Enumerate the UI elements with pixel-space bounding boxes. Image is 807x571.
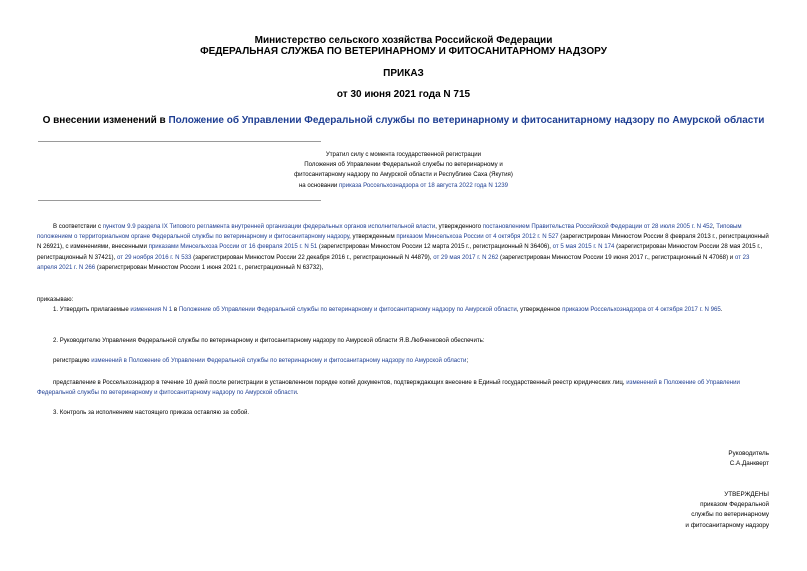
title-link[interactable]: Положение об Управлении Федеральной службы по ветеринарному и фитосанитарному надзору по Амурской области bbox=[168, 115, 765, 126]
item-text: 1. Утвердить прилагаемые bbox=[53, 306, 131, 313]
preamble-text: В соответствии с bbox=[53, 223, 103, 230]
changes-submission-link[interactable]: изменений в Положение об Управлении Федеральной службы по ветеринарному и фитосанитарному надзору по Амурской области bbox=[37, 379, 740, 397]
approved-block bbox=[685, 490, 769, 531]
preamble-text: , утвержденного bbox=[435, 223, 483, 230]
approved-line-3: службы по ветеринарному bbox=[691, 511, 769, 519]
signature-role: Руководитель bbox=[728, 450, 769, 457]
document-title bbox=[0, 115, 807, 126]
signature-name: С.А.Данкверт bbox=[729, 460, 769, 468]
changes-registration-link[interactable]: изменений в Положение об Управлении Федеральной службы по ветеринарному и фитосанитарному надзору по Амурской области bbox=[91, 357, 467, 364]
item-1 bbox=[37, 305, 770, 315]
rosselkhoznadzor-order-link[interactable]: приказом Россельхознадзора от 4 октября 2017 г. N 965 bbox=[562, 306, 721, 313]
divider-top bbox=[38, 141, 321, 142]
approved-line-4: и фитосанитарному надзору bbox=[685, 521, 769, 529]
preamble-text: (зарегистрирован Минюстом России 22 декабря 2016 г., регистрационный N 44879), bbox=[191, 253, 434, 261]
ministry-title: Министерство сельского хозяйства Российской Федерации bbox=[254, 35, 553, 46]
item-text: . bbox=[296, 389, 299, 397]
item-text: регистрацию bbox=[53, 357, 92, 364]
item-2: 2. Руководителю Управления Федеральной службы по ветеринарному и фитосанитарному надзору по Амурской области Я.В.Любченковой обеспечить: bbox=[53, 337, 485, 344]
order-word: приказываю: bbox=[37, 296, 74, 303]
document-type: ПРИКАЗ bbox=[383, 68, 424, 79]
status-note bbox=[200, 150, 607, 191]
repeal-order-link[interactable]: приказа Россельхознадзора от 18 августа 2022 года N 1239 bbox=[339, 181, 509, 189]
amendment-link-5[interactable]: от 23 апреля 2021 г. N 266 bbox=[37, 253, 750, 271]
item-2a bbox=[37, 356, 770, 366]
preamble-text: , bbox=[712, 223, 717, 230]
item-2b bbox=[37, 378, 770, 398]
item-3: 3. Контроль за исполнением настоящего приказа оставляю за собой. bbox=[53, 409, 250, 416]
preamble-text: (зарегистрирован Минюстом России 8 февраля 2013 г., регистрационный N 26921), с изменениями, внесенными bbox=[37, 233, 769, 251]
item-text: в bbox=[172, 306, 179, 313]
item-text: представление в Россельхознадзор в течение 10 дней после регистрации в установленном порядке копий документов, подтверждающих внесение в Единый государственный реестр юридических лиц, bbox=[53, 379, 627, 386]
changes-link[interactable]: изменения N 1 bbox=[130, 306, 173, 313]
regulation-amur-link[interactable]: Положение об Управлении Федеральной службы по ветеринарному и фитосанитарному надзору по Амурской области bbox=[178, 306, 517, 313]
preamble-text: (зарегистрирован Минюстом России 1 июня 2021 г., регистрационный N 63732), bbox=[95, 263, 324, 271]
amendment-link-2[interactable]: от 5 мая 2015 г. N 174 bbox=[552, 243, 615, 251]
preamble-text: , утвержденным bbox=[349, 233, 397, 241]
typical-regulation-link[interactable]: Типовым положением о территориальном органе Федеральной службы по ветеринарному и фитосанитарному надзору bbox=[37, 223, 742, 241]
item-text: . bbox=[720, 306, 723, 313]
preamble-text: (зарегистрирован Минюстом России 12 марта 2015 г., регистрационный N 36406), bbox=[317, 243, 553, 251]
service-title: ФЕДЕРАЛЬНАЯ СЛУЖБА ПО ВЕТЕРИНАРНОМУ И ФИТОСАНИТАРНОМУ НАДЗОРУ bbox=[200, 46, 607, 57]
divider-bottom bbox=[38, 200, 321, 201]
preamble-text: (зарегистрирован Минюстом России 19 июня 2017 г., регистрационный N 47068) и bbox=[498, 253, 735, 261]
status-line-1: Утратил силу с момента государственной регистрации bbox=[325, 151, 482, 158]
item-text: , утвержденное bbox=[516, 306, 563, 313]
status-line-4 bbox=[200, 181, 607, 191]
minagro-order-link[interactable]: приказом Минсельхоза России от 4 октября 2012 г. N 527 bbox=[396, 233, 559, 241]
status-line-3: фитосанитарному надзору по Амурской области и Республике Саха (Якутия) bbox=[294, 171, 513, 179]
title-prefix: О внесении изменений в bbox=[42, 115, 169, 126]
amendment-link-3[interactable]: от 29 ноября 2016 г. N 533 bbox=[116, 253, 192, 261]
approved-line-2: приказом Федеральной bbox=[700, 501, 769, 509]
regulation-link[interactable]: пунктом 9.9 раздела IX Типового регламента внутренней организации федеральных органов исполнительной власти bbox=[102, 223, 436, 230]
signature-block bbox=[728, 449, 769, 469]
preamble-paragraph bbox=[37, 222, 770, 273]
status-prefix: на основании bbox=[298, 181, 339, 189]
status-line-2: Положения об Управлении Федеральной службы по ветеринарному и bbox=[304, 161, 503, 169]
preamble-text: (зарегистрирован Минюстом России 28 мая 2015 г., регистрационный N 37421), bbox=[37, 243, 763, 261]
amendment-link-4[interactable]: от 29 мая 2017 г. N 262 bbox=[433, 253, 499, 261]
document-date-number: от 30 июня 2021 года N 715 bbox=[336, 89, 471, 100]
approved-line-1: УТВЕРЖДЕНЫ bbox=[724, 491, 769, 498]
amendment-link-1[interactable]: приказами Минсельхоза России от 16 февраля 2015 г. N 51 bbox=[148, 243, 318, 251]
item-text: ; bbox=[466, 357, 469, 364]
government-decree-link[interactable]: постановлением Правительства Российской Федерации от 28 июля 2005 г. N 452 bbox=[482, 223, 713, 230]
